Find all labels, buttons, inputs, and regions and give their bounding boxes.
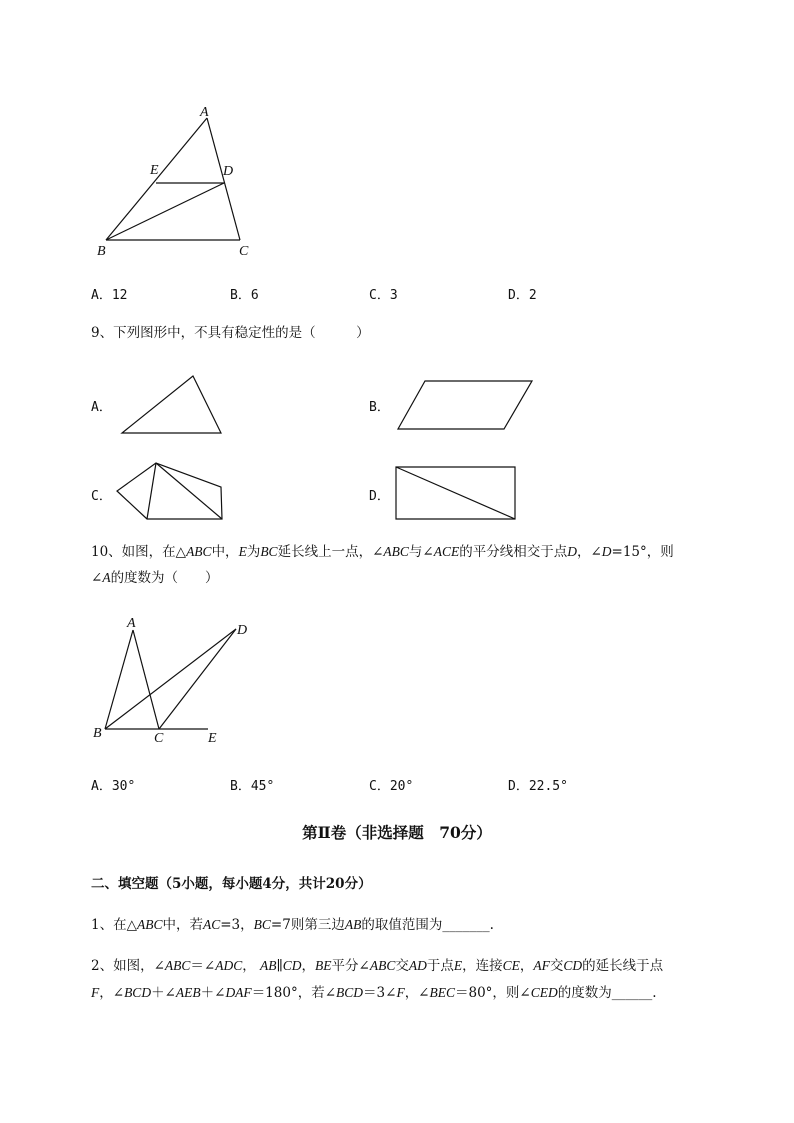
q10-label-b: B: [93, 726, 102, 741]
q10-label-c: C: [154, 731, 164, 746]
q9-stem: 9、下列图形中，不具有稳定性的是（ ）: [91, 325, 370, 341]
q9-option-a[interactable]: A．: [91, 400, 112, 415]
q10-stem-line1: 10、如图，在△ABC中，E为BC延长线上一点，∠ABC与∠ACE的平分线相交于点D，∠D=15°，则: [91, 544, 674, 560]
q9-option-b[interactable]: B．: [369, 400, 390, 415]
fill-question-2-line1: 2、如图，∠ABC＝∠ADC， AB∥CD，BE平分∠ABC交AD于点E，连接CE，AF交CD的延长线于点: [91, 958, 664, 974]
q10-label-a: A: [127, 616, 136, 631]
q8-option-c[interactable]: C．3: [369, 288, 398, 303]
q8-label-c: C: [239, 244, 249, 259]
q9-option-c[interactable]: C．: [91, 489, 112, 504]
q8-option-d[interactable]: D．2: [508, 288, 537, 303]
q8-option-a[interactable]: A．12: [91, 288, 128, 303]
q8-label-e: E: [150, 163, 159, 178]
q9-option-d[interactable]: D．: [369, 489, 390, 504]
q10-option-d[interactable]: D．22.5°: [508, 779, 568, 794]
q10-label-e: E: [208, 731, 217, 746]
part2-title: 第Ⅱ卷（非选择题 70分）: [302, 823, 492, 842]
q8-label-d: D: [223, 164, 234, 179]
q10-stem-line2: ∠A的度数为（ ）: [91, 570, 219, 586]
q8-label-a: A: [200, 105, 209, 120]
q10-segment-ac: [133, 630, 159, 729]
section2-heading: 二、填空题（5小题，每小题4分，共计20分）: [91, 876, 372, 892]
q10-option-a[interactable]: A．30°: [91, 779, 136, 794]
q10-segment-ab: [105, 630, 133, 729]
q10-option-b[interactable]: B．45°: [230, 779, 275, 794]
fill-question-1: 1、在△ABC中，若AC=3，BC=7则第三边AB的取值范围为_______.: [91, 917, 494, 933]
q8-option-b[interactable]: B．6: [230, 288, 259, 303]
q10-label-d: D: [237, 623, 248, 638]
fill-question-2-line2: F，∠BCD＋∠AEB＋∠DAF＝180°，若∠BCD＝3∠F，∠BEC＝80°，则∠CED的度数为______.: [91, 985, 657, 1001]
q10-option-c[interactable]: C．20°: [369, 779, 414, 794]
q8-label-b: B: [97, 244, 106, 259]
